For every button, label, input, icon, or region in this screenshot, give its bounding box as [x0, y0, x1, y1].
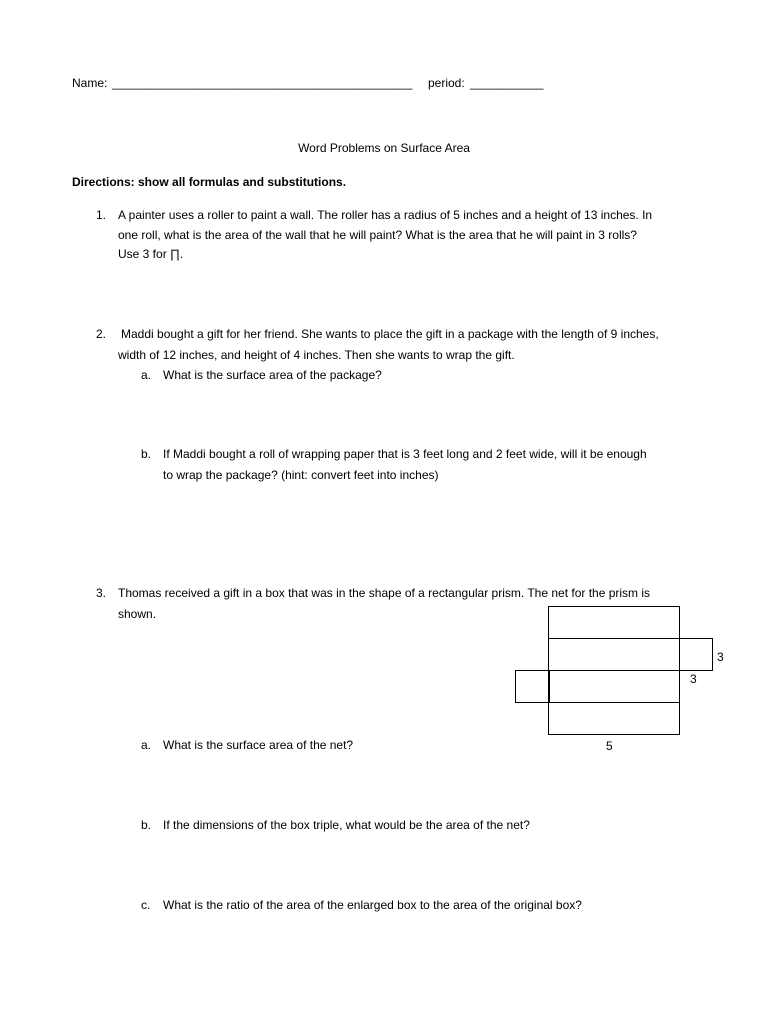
net-label-bottom: 5 — [606, 739, 613, 753]
q1-line-1: A painter uses a roller to paint a wall. The roller has a radius of 5 inches and a height of 13 inches. In — [118, 208, 653, 222]
net-face-upper-middle — [548, 638, 680, 671]
q1-number: 1. — [96, 208, 107, 222]
net-face-lower-middle — [548, 670, 680, 703]
q3-line-2: shown. — [118, 607, 157, 621]
net-face-top — [548, 606, 680, 639]
q2b-letter: b. — [141, 447, 152, 461]
q3-number: 3. — [96, 586, 107, 600]
q3c-letter: c. — [141, 898, 151, 912]
q3a-text: What is the surface area of the net? — [163, 738, 354, 752]
name-blank[interactable]: _____________________________________________ — [112, 76, 413, 90]
q2-line-1: Maddi bought a gift for her friend. She wants to place the gift in a package with the length of 9 inches, — [121, 327, 659, 341]
q3-line-1: Thomas received a gift in a box that was in the shape of a rectangular prism. The net for the prism is — [118, 586, 651, 600]
q2a-letter: a. — [141, 368, 152, 382]
q2b-line-1: If Maddi bought a roll of wrapping paper that is 3 feet long and 2 feet wide, will it be enough — [163, 447, 647, 461]
q3b-letter: b. — [141, 818, 152, 832]
net-label-side-flap: 3 — [717, 650, 724, 664]
directions: Directions: show all formulas and substitutions. — [72, 175, 347, 189]
net-side-flap-left — [515, 670, 550, 703]
q2-line-2: width of 12 inches, and height of 4 inches. Then she wants to wrap the gift. — [118, 348, 515, 362]
net-side-flap-right — [679, 638, 713, 671]
q2-number: 2. — [96, 327, 107, 341]
name-label: Name: — [72, 76, 108, 90]
q2a-text: What is the surface area of the package? — [163, 368, 382, 382]
q3c-text: What is the ratio of the area of the enlarged box to the area of the original box? — [163, 898, 582, 912]
q1-line-2: one roll, what is the area of the wall that he will paint? What is the area that he will paint in 3 rolls? — [118, 228, 637, 242]
net-face-bottom — [548, 702, 680, 735]
q3a-letter: a. — [141, 738, 152, 752]
page-title: Word Problems on Surface Area — [298, 141, 470, 155]
q1-line-3: Use 3 for ∏. — [118, 247, 184, 261]
net-label-side-face: 3 — [690, 672, 697, 686]
period-blank[interactable]: ___________ — [470, 76, 544, 90]
q2b-line-2: to wrap the package? (hint: convert feet into inches) — [163, 468, 439, 482]
period-label: period: — [428, 76, 465, 90]
q3b-text: If the dimensions of the box triple, what would be the area of the net? — [163, 818, 530, 832]
